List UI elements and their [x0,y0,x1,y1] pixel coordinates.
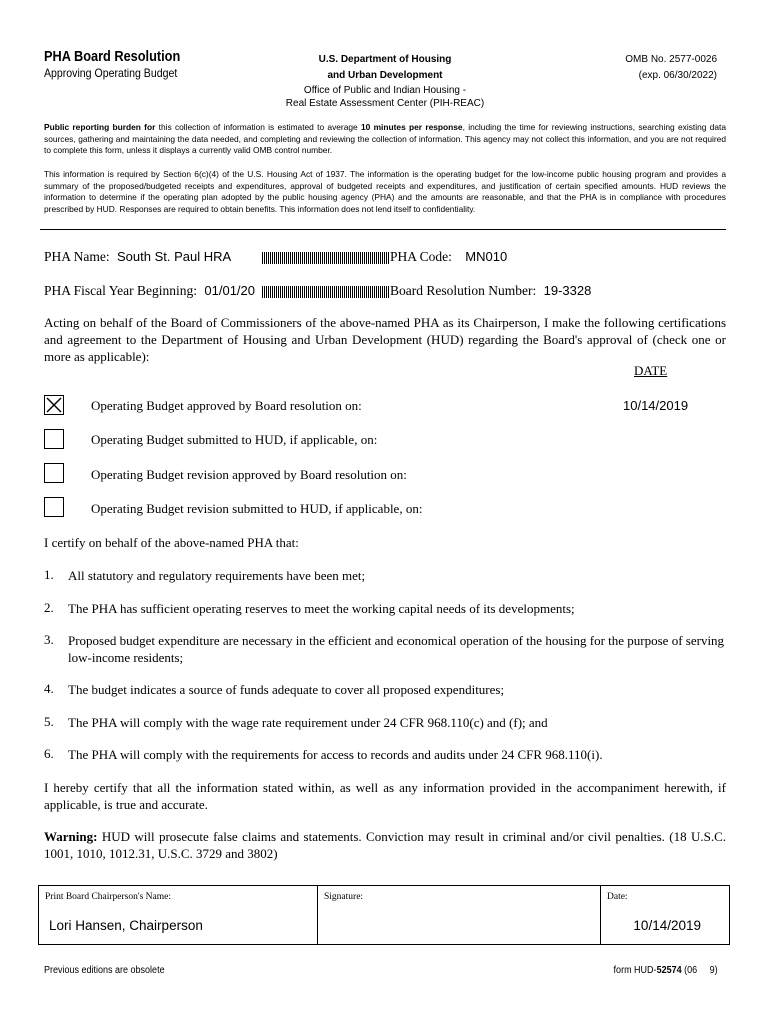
form-prefix: form HUD- [613,965,657,976]
fiscal-year-label: PHA Fiscal Year Beginning: [44,283,198,298]
footer-form-number [614,965,718,976]
checkbox-budget-submitted[interactable] [44,429,64,449]
checkbox-budget-approved[interactable] [44,395,64,415]
fiscal-year-field[interactable]: 01/01/20 [204,283,255,298]
burden-text-1: this collection of information is estimated to average [155,122,361,132]
redaction-mark [262,252,390,264]
omb-number: OMB No. 2577-0026 [625,54,717,65]
burden-text-2: , including the time for reviewing instructions, searching existing data sources, gathering and maintaining the data needed, and completing and reviewing the collection of information. This agency may not collect this information, and you are not required to complete this form, unless it displays a currently valid OMB control number. [44,122,726,155]
warning-text: HUD will prosecute false claims and statements. Conviction may result in criminal and/or civil penalties. (18 U.S.C. 1001, 1010, 1012.31, U.S.C. 3729 and 3802) [44,829,726,861]
form-number: 52574 [656,965,682,976]
signature-table [38,885,730,945]
header-divider [40,229,726,230]
cert-item: All statutory and regulatory requirements have been met; [68,568,366,583]
pha-code-row [390,249,507,265]
cert-number: 5. [44,714,54,729]
cert-number: 4. [44,681,54,696]
pha-code-field[interactable]: MN010 [465,249,508,264]
form-subtitle: Approving Operating Budget [44,66,178,80]
checkbox-label: Operating Budget approved by Board resolution on: [91,398,362,413]
date-column-header: DATE [634,363,668,378]
cert-item: The PHA will comply with the requirements for access to records and audits under 24 CFR 968.110(i). [68,747,603,762]
cert-number: 6. [44,746,54,761]
pha-name-field[interactable]: South St. Paul HRA [117,249,232,264]
resolution-label: Board Resolution Number: [390,283,537,298]
cert-item: The budget indicates a source of funds adequate to cover all proposed expenditures; [68,682,505,697]
checkbox-revision-submitted[interactable] [44,497,64,517]
pha-name-label: PHA Name: [44,249,110,264]
cert-item: The PHA will comply with the wage rate requirement under 24 CFR 968.110(c) and (f); and [68,715,548,730]
burden-bold-2: 10 minutes per response [361,122,463,132]
certify-intro: I certify on behalf of the above-named PHA that: [44,535,299,550]
cert-number: 2. [44,600,54,615]
omb-expiration: (exp. 06/30/2022) [638,70,717,81]
signature-cell[interactable] [318,886,601,945]
cert-item: Proposed budget expenditure are necessary in the efficient and economical operation of the housing for the purpose of serving low-income residents; [68,633,725,665]
warning-paragraph [44,828,726,862]
fiscal-year-row [44,283,255,299]
hereby-certify-paragraph: I hereby certify that all the information stated within, as well as any information provided in the accompaniment herewith, if applicable, is true and accurate. [44,780,726,812]
chairperson-name-field[interactable]: Lori Hansen, Chairperson [49,918,203,933]
signature-date-label: Date: [607,892,628,902]
agency-line-4: Real Estate Assessment Center (PIH-REAC) [285,98,485,109]
intro-paragraph: Acting on behalf of the Board of Commissioners of the above-named PHA as its Chairperson, I make the following certifications and agreement to the Department of Housing and Urban Development (HUD) regarding the Board's approval of (check one or more as applicable): [44,315,726,364]
cert-number: 3. [44,632,54,647]
form-title: PHA Board Resolution [44,48,181,65]
burden-notice [44,122,726,157]
checkbox-revision-approved[interactable] [44,463,64,483]
agency-line-3: Office of Public and Indian Housing - [303,85,467,96]
chairperson-name-label: Print Board Chairperson's Name: [45,892,171,902]
date-cell [601,886,730,945]
signature-date-field[interactable]: 10/14/2019 [633,918,701,933]
redaction-mark [262,286,390,298]
cert-number: 1. [44,567,54,582]
agency-line-2: and Urban Development [327,70,443,81]
budget-approved-date-field[interactable]: 10/14/2019 [623,398,689,413]
omb-block [625,52,717,84]
cert-item: The PHA has sufficient operating reserves to meet the working capital needs of its developments; [68,601,575,616]
authority-notice: This information is required by Section 6(c)(4) of the U.S. Housing Act of 1937. The information is the operating budget for the low-income public housing program and provides a summary of the proposed/budgeted receipts and expenditures, approval of budgeted receipts and expenditures, and justification of certain specified amounts. HUD reviews the information to determine if the operating plan adopted by the public housing agency (PHA) and the amounts are reasonable, and that the PHA is in compliance with procedures prescribed by HUD. Responses are required to obtain benefits. This information does not lend itself to confidentiality. [44,169,726,214]
resolution-number-field[interactable]: 19-3328 [543,283,592,298]
chairperson-name-cell [39,886,318,945]
agency-line-1: U.S. Department of Housing [318,54,452,65]
signature-label: Signature: [324,892,364,902]
pha-name-row [44,249,231,265]
burden-bold: Public reporting burden for [44,122,156,132]
checkbox-label: Operating Budget submitted to HUD, if applicable, on: [91,432,378,447]
checkmark-x-icon [45,396,63,414]
checkbox-label: Operating Budget revision approved by Board resolution on: [91,467,407,482]
footer-obsolete-note: Previous editions are obsolete [44,965,165,976]
checkbox-label: Operating Budget revision submitted to HUD, if applicable, on: [91,501,423,516]
pha-code-label: PHA Code: [390,249,452,264]
warning-label: Warning: [44,829,98,844]
resolution-row [390,283,591,299]
form-suffix: (06 9) [681,965,718,976]
